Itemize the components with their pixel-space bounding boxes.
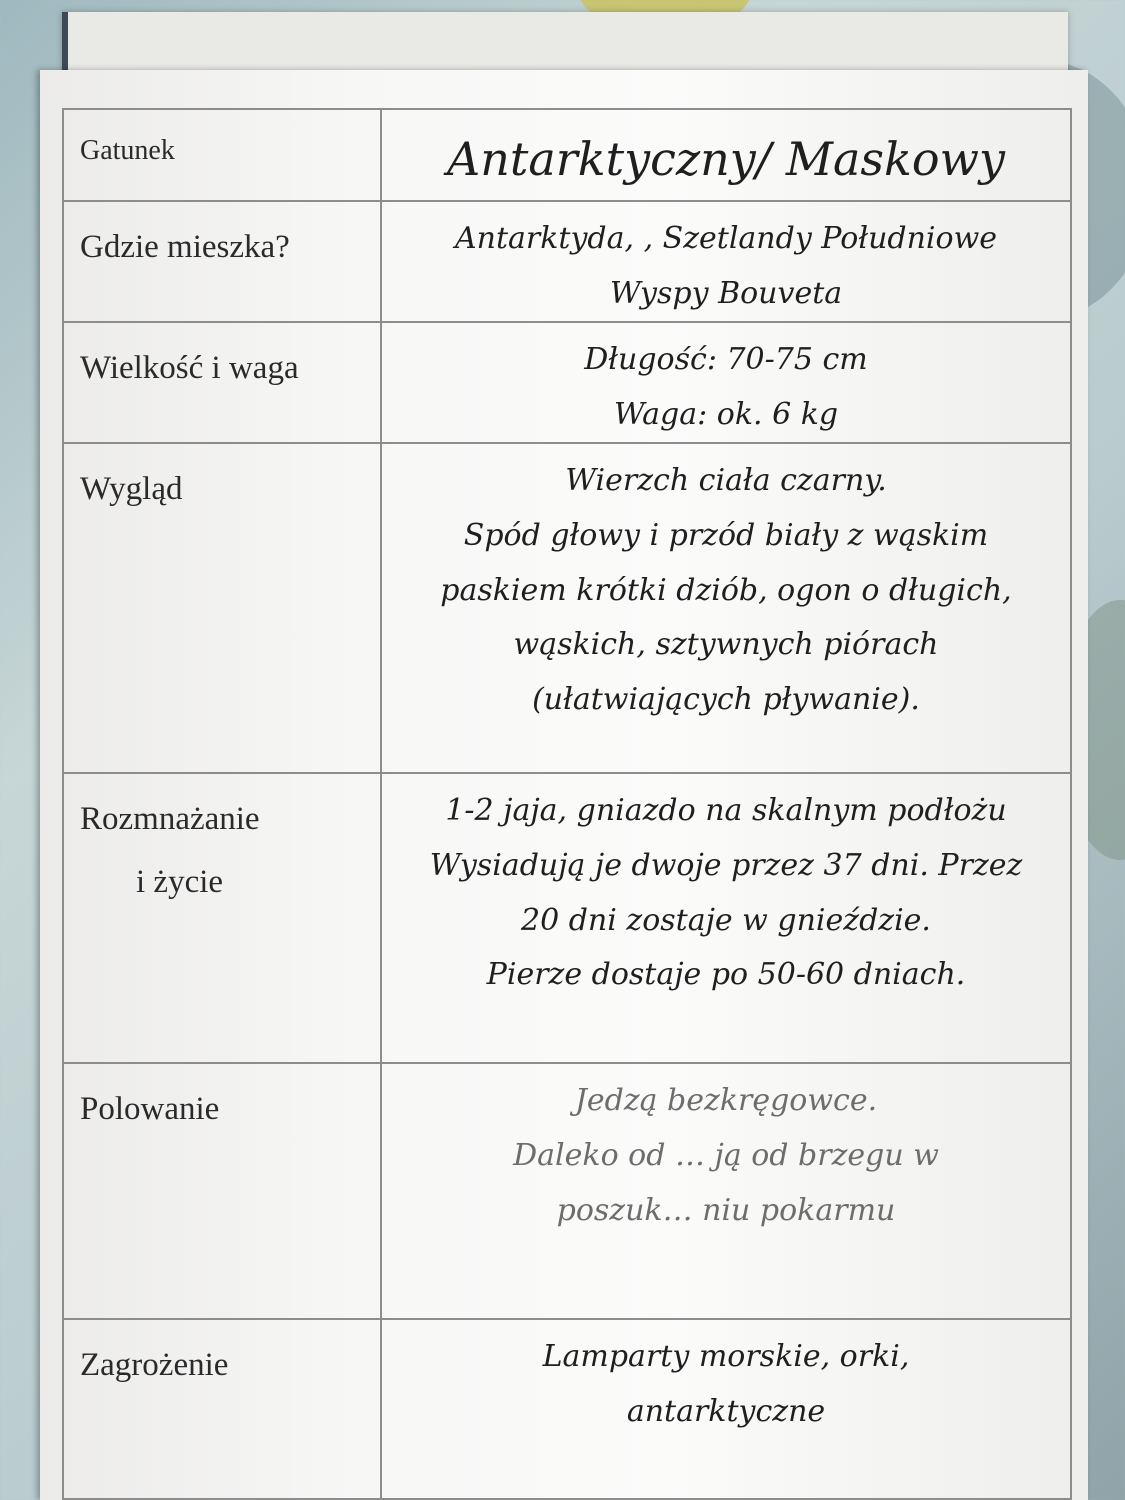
species-info-table — [62, 108, 1072, 1500]
row-label-species: Gatunek — [63, 109, 381, 201]
handwritten-line: Pierze dostaje po 50-60 dniach. — [486, 957, 966, 993]
handwritten-line: wąskich, sztywnych piórach — [513, 627, 939, 663]
row-value-reproduction — [381, 773, 1071, 1063]
row-value-threats — [381, 1319, 1071, 1499]
row-value-species — [381, 109, 1071, 201]
row-value-appearance — [381, 443, 1071, 773]
handwritten-line: Jedzą bezkręgowce. — [574, 1083, 878, 1119]
handwritten-line: Wierzch ciała czarny. — [565, 463, 887, 499]
row-value-hunting — [381, 1063, 1071, 1319]
row-label-habitat: Gdzie mieszka? — [63, 201, 381, 322]
handwritten-line: Wyspy Bouveta — [609, 275, 843, 311]
handwritten-line: antarktyczne — [626, 1393, 826, 1429]
table-row — [63, 443, 1071, 773]
handwritten-line: Wysiadują je dwoje przez 37 dni. Przez — [429, 847, 1023, 883]
handwritten-line: poszuk… niu pokarmu — [556, 1192, 896, 1228]
table-row — [63, 1063, 1071, 1319]
handwritten-line: Waga: ok. 6 kg — [613, 396, 839, 432]
row-label-size-weight: Wielkość i waga — [63, 322, 381, 443]
row-label-threats: Zagrożenie — [63, 1319, 381, 1499]
worksheet-page — [40, 70, 1088, 1500]
handwritten-line: Antarktyda, , Szetlandy Południowe — [454, 221, 998, 256]
table-row — [63, 773, 1071, 1063]
handwritten-line: 1-2 jaja, gniazdo na skalnym podłożu — [445, 793, 1007, 829]
handwritten-line: Długość: 70-75 cm — [584, 342, 868, 378]
table-row — [63, 1319, 1071, 1499]
row-label-line: Rozmnażanie — [80, 801, 260, 838]
handwritten-line: Antarktyczny/ Maskowy — [447, 132, 1005, 186]
table-row — [63, 201, 1071, 322]
row-value-size-weight — [381, 322, 1071, 443]
table-row — [63, 109, 1071, 201]
row-label-reproduction — [63, 773, 381, 1063]
handwritten-line: Daleko od … ją od brzegu w — [513, 1137, 939, 1173]
handwritten-line: Lamparty morskie, orki, — [542, 1339, 910, 1375]
handwritten-line: (ułatwiających pływanie). — [532, 681, 920, 717]
handwritten-line: 20 dni zostaje w gnieździe. — [521, 902, 931, 938]
handwritten-line: paskiem krótki dziób, ogon o długich, — [440, 572, 1012, 608]
handwritten-line: Spód głowy i przód biały z wąskim — [463, 517, 989, 553]
row-label-line: i życie — [136, 864, 224, 901]
row-label-appearance: Wygląd — [63, 443, 381, 773]
row-label-hunting: Polowanie — [63, 1063, 381, 1319]
table-row — [63, 322, 1071, 443]
row-value-habitat — [381, 201, 1071, 322]
